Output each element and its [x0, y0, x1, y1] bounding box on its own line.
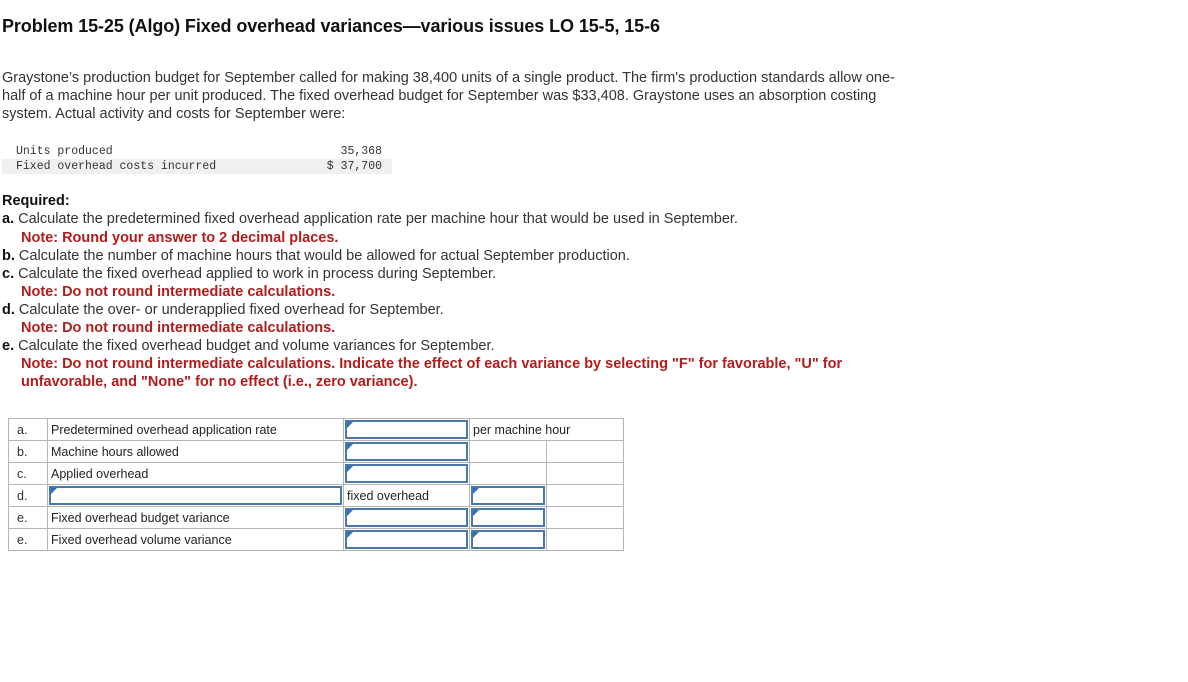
problem-title: Problem 15-25 (Algo) Fixed overhead variances—various issues LO 15-5, 15-6 [2, 16, 660, 36]
requirement-text: Calculate the predetermined fixed overhead application rate per machine hour that would be used in September. [18, 211, 738, 227]
rate-input[interactable] [344, 419, 470, 441]
table-row [2, 144, 392, 159]
requirement-d-note: Note: Do not round intermediate calculations. [21, 320, 336, 336]
row-label: Applied overhead [48, 463, 344, 485]
actual-label: Fixed overhead costs incurred [2, 159, 290, 174]
input-field[interactable] [471, 486, 545, 505]
requirement-e [2, 337, 495, 355]
row-label: Fixed overhead budget variance [48, 507, 344, 529]
table-row [9, 419, 624, 441]
volume-variance-effect-select[interactable] [470, 529, 547, 551]
empty-cell [470, 463, 547, 485]
empty-cell [547, 485, 624, 507]
requirement-text: Calculate the fixed overhead applied to work in process during September. [18, 266, 497, 282]
table-row [9, 529, 624, 551]
input-field[interactable] [345, 420, 468, 439]
volume-variance-input[interactable] [344, 529, 470, 551]
requirement-letter: a. [2, 211, 15, 227]
requirement-letter: c. [2, 266, 15, 282]
dropdown-field[interactable] [471, 508, 545, 527]
input-field[interactable] [345, 508, 468, 527]
row-label: Predetermined overhead application rate [48, 419, 344, 441]
requirement-letter: e. [2, 338, 15, 354]
dropdown-field[interactable] [49, 486, 342, 505]
dropdown-field[interactable] [471, 530, 545, 549]
problem-intro: Graystone’s production budget for September called for making 38,400 units of a single product. The firm's production standards allow one-half of a machine hour per unit produced. The fixed overhead budget for September was $33,408. Graystone uses an absorption costing system. Actual activity and costs for September were: [2, 70, 895, 122]
actual-label: Units produced [16, 145, 113, 158]
unit-label: per machine hour [470, 419, 624, 441]
overhead-amount-input[interactable] [470, 485, 547, 507]
empty-cell [547, 441, 624, 463]
required-heading: Required: [2, 193, 70, 209]
row-letter: e. [9, 507, 48, 529]
input-field[interactable] [345, 442, 468, 461]
table-row [9, 507, 624, 529]
actual-value: $ 37,700 [290, 159, 392, 174]
row-label: Fixed overhead volume variance [48, 529, 344, 551]
requirement-a-note: Note: Round your answer to 2 decimal places. [21, 230, 339, 246]
input-field[interactable] [345, 530, 468, 549]
empty-cell [547, 463, 624, 485]
empty-cell [547, 529, 624, 551]
requirement-d [2, 301, 444, 319]
over-under-select[interactable] [48, 485, 344, 507]
empty-cell [470, 441, 547, 463]
requirement-b [2, 247, 630, 265]
requirement-letter: d. [2, 302, 15, 318]
requirement-c-note: Note: Do not round intermediate calculations. [21, 284, 336, 300]
row-letter: c. [9, 463, 48, 485]
budget-variance-effect-select[interactable] [470, 507, 547, 529]
answer-table [8, 418, 624, 551]
actual-value: 35,368 [340, 145, 382, 158]
budget-variance-input[interactable] [344, 507, 470, 529]
empty-cell [547, 507, 624, 529]
row-letter: e. [9, 529, 48, 551]
table-row [9, 441, 624, 463]
requirement-text: Calculate the over- or underapplied fixed overhead for September. [18, 302, 444, 318]
requirement-text: Calculate the fixed overhead budget and volume variances for September. [18, 338, 495, 354]
input-field[interactable] [345, 464, 468, 483]
row-letter: a. [9, 419, 48, 441]
applied-overhead-input[interactable] [344, 463, 470, 485]
row-letter: d. [9, 485, 48, 507]
row-letter: b. [9, 441, 48, 463]
requirement-text: Calculate the number of machine hours that would be allowed for actual September production. [18, 248, 630, 264]
machine-hours-input[interactable] [344, 441, 470, 463]
table-row [2, 159, 392, 174]
requirement-letter: b. [2, 248, 15, 264]
row-label: Machine hours allowed [48, 441, 344, 463]
requirement-a [2, 210, 738, 228]
requirement-c [2, 265, 496, 283]
actual-activity-table [2, 144, 392, 174]
requirement-e-note: Note: Do not round intermediate calculations. Indicate the effect of each variance by selecting "F" for favorable, "U" for unfavorable, and "None" for no effect (i.e., zero variance). [21, 356, 843, 390]
row-middle-label: fixed overhead [344, 485, 470, 507]
table-row [9, 463, 624, 485]
table-row [9, 485, 624, 507]
